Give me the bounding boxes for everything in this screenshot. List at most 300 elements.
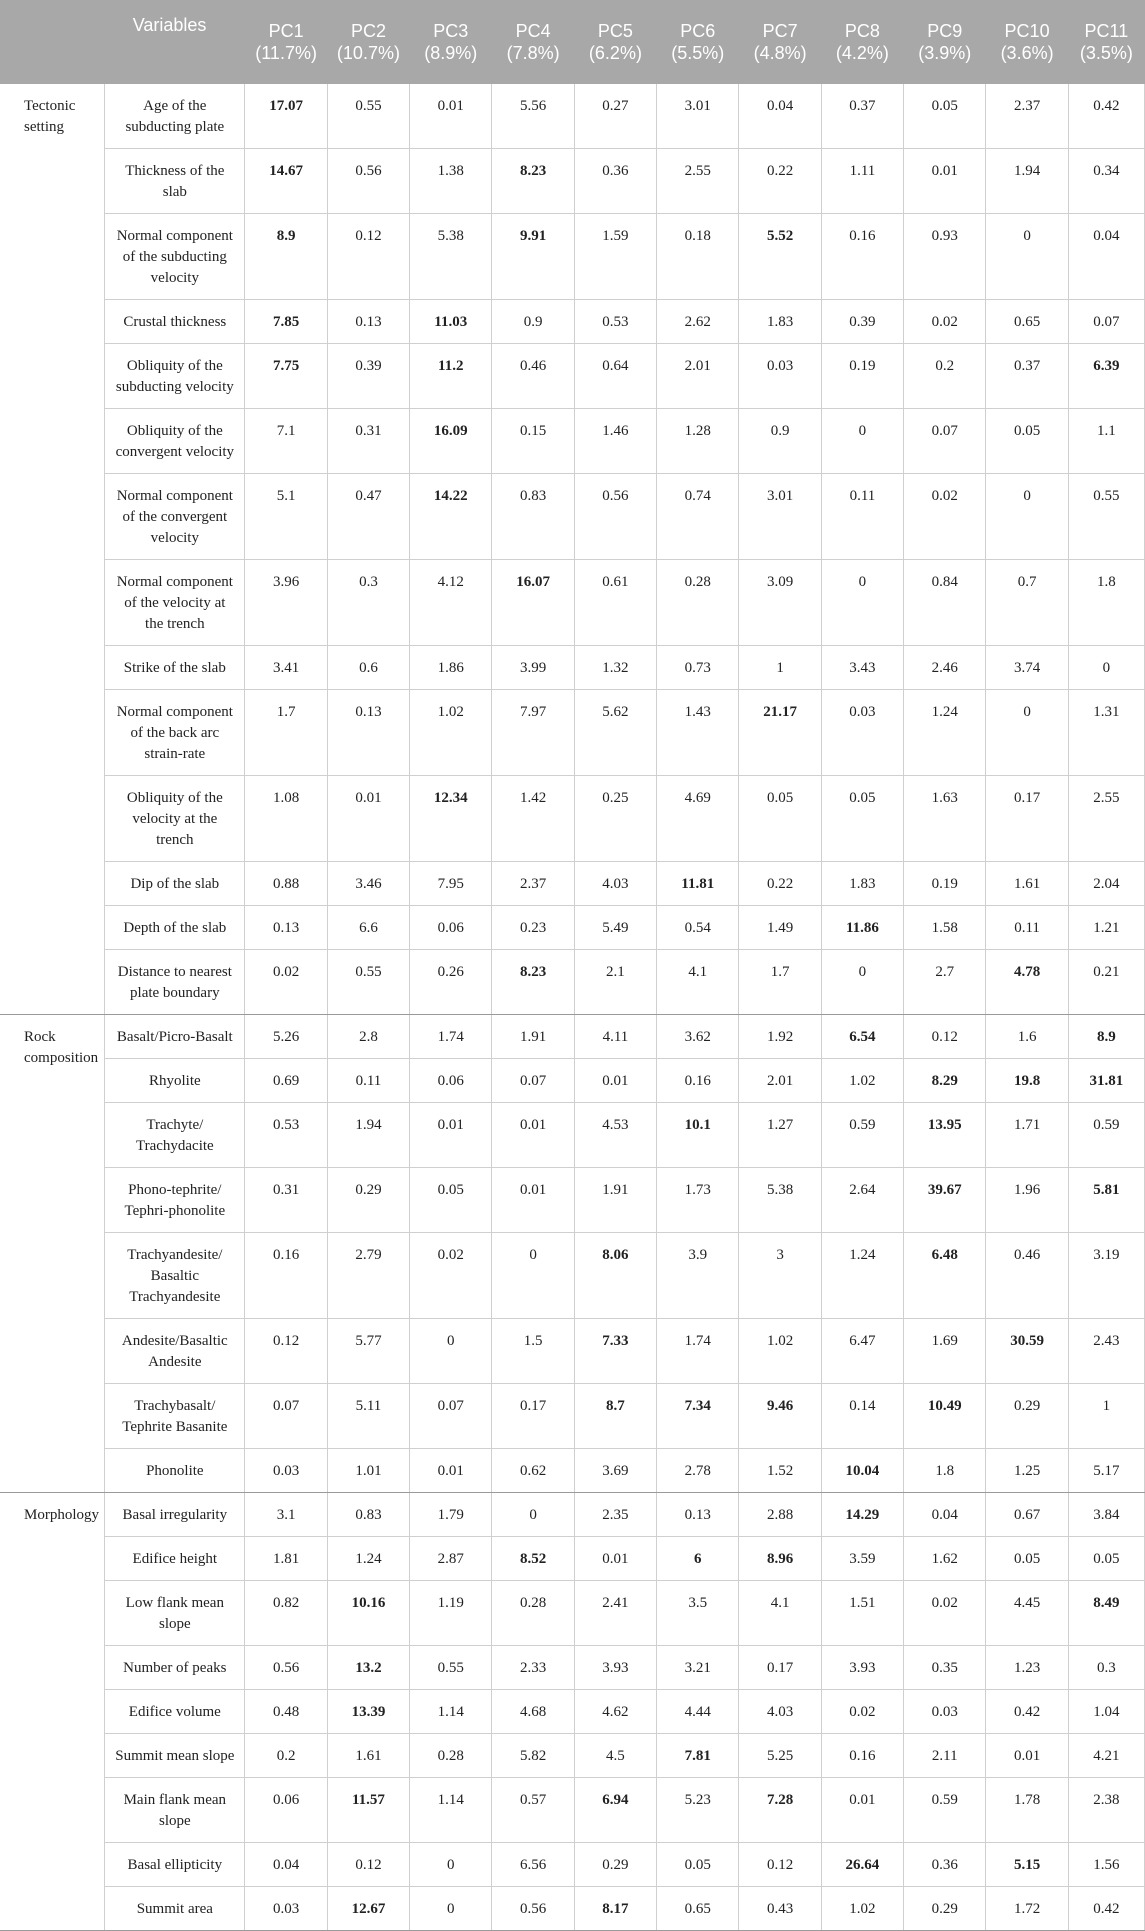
- header-pc-4: [492, 0, 574, 84]
- value-cell-pc4: 2.33: [492, 1646, 574, 1690]
- value-cell-pc2: 0.11: [327, 1059, 409, 1103]
- value-cell-pc1: 3.41: [245, 646, 327, 690]
- value-cell-pc9: 1.69: [904, 1319, 986, 1384]
- value-cell-pc5: 3.93: [574, 1646, 656, 1690]
- value-cell-pc4: 0.01: [492, 1103, 574, 1168]
- value-cell-pc4: 0.01: [492, 1168, 574, 1233]
- value-cell-pc7: 0.04: [739, 84, 821, 149]
- value-cell-pc3: 0.05: [410, 1168, 492, 1233]
- value-cell-pc10: 0.37: [986, 344, 1068, 409]
- table-row: [0, 690, 1145, 776]
- value-cell-pc5: 0.56: [574, 474, 656, 560]
- value-cell-pc1: 0.04: [245, 1843, 327, 1887]
- value-cell-pc7: 1: [739, 646, 821, 690]
- table-header: [0, 0, 1145, 84]
- value-cell-pc10: 1.71: [986, 1103, 1068, 1168]
- value-cell-pc10: 0.7: [986, 560, 1068, 646]
- value-cell-pc1: 5.26: [245, 1015, 327, 1059]
- value-cell-pc8: 0.05: [821, 776, 903, 862]
- value-cell-pc5: 0.01: [574, 1059, 656, 1103]
- value-cell-pc2: 0.39: [327, 344, 409, 409]
- value-cell-pc7: 0.43: [739, 1887, 821, 1931]
- value-cell-pc9: 0.84: [904, 560, 986, 646]
- header-pc-name: PC4: [515, 21, 551, 41]
- header-group-blank: [0, 0, 105, 84]
- value-cell-pc1: 14.67: [245, 149, 327, 214]
- value-cell-pc6: 0.18: [657, 214, 739, 300]
- value-cell-pc5: 0.53: [574, 300, 656, 344]
- value-cell-pc6: 3.01: [657, 84, 739, 149]
- value-cell-pc8: 11.86: [821, 906, 903, 950]
- value-cell-pc3: 1.14: [410, 1778, 492, 1843]
- value-cell-pc2: 0.56: [327, 149, 409, 214]
- value-cell-pc11: 0: [1068, 646, 1144, 690]
- value-cell-pc4: 0: [492, 1493, 574, 1537]
- value-cell-pc7: 0.9: [739, 409, 821, 474]
- value-cell-pc5: 4.5: [574, 1734, 656, 1778]
- value-cell-pc1: 0.69: [245, 1059, 327, 1103]
- value-cell-pc11: 1.1: [1068, 409, 1144, 474]
- value-cell-pc5: 3.69: [574, 1449, 656, 1493]
- value-cell-pc4: 7.97: [492, 690, 574, 776]
- value-cell-pc10: 0.65: [986, 300, 1068, 344]
- value-cell-pc9: 2.46: [904, 646, 986, 690]
- value-cell-pc7: 2.01: [739, 1059, 821, 1103]
- value-cell-pc9: 39.67: [904, 1168, 986, 1233]
- value-cell-pc2: 0.31: [327, 409, 409, 474]
- header-pc-8: [821, 0, 903, 84]
- variable-name: Basal irregularity: [105, 1493, 245, 1537]
- value-cell-pc10: 1.61: [986, 862, 1068, 906]
- header-pc-11: [1068, 0, 1144, 84]
- table-row: [0, 1493, 1145, 1537]
- variable-name: Basal ellipticity: [105, 1843, 245, 1887]
- value-cell-pc7: 5.25: [739, 1734, 821, 1778]
- value-cell-pc8: 6.54: [821, 1015, 903, 1059]
- value-cell-pc3: 1.14: [410, 1690, 492, 1734]
- value-cell-pc11: 0.07: [1068, 300, 1144, 344]
- value-cell-pc2: 0.12: [327, 1843, 409, 1887]
- value-cell-pc3: 0: [410, 1319, 492, 1384]
- value-cell-pc1: 0.12: [245, 1319, 327, 1384]
- value-cell-pc6: 11.81: [657, 862, 739, 906]
- value-cell-pc9: 0.19: [904, 862, 986, 906]
- value-cell-pc7: 0.03: [739, 344, 821, 409]
- table-row: [0, 1646, 1145, 1690]
- value-cell-pc10: 4.78: [986, 950, 1068, 1015]
- value-cell-pc1: 1.81: [245, 1537, 327, 1581]
- value-cell-pc4: 1.5: [492, 1319, 574, 1384]
- value-cell-pc11: 1.21: [1068, 906, 1144, 950]
- value-cell-pc8: 0.37: [821, 84, 903, 149]
- value-cell-pc8: 0: [821, 409, 903, 474]
- value-cell-pc7: 9.46: [739, 1384, 821, 1449]
- value-cell-pc11: 2.04: [1068, 862, 1144, 906]
- value-cell-pc4: 0.23: [492, 906, 574, 950]
- value-cell-pc4: 0.9: [492, 300, 574, 344]
- value-cell-pc7: 1.02: [739, 1319, 821, 1384]
- value-cell-pc6: 0.28: [657, 560, 739, 646]
- value-cell-pc8: 3.43: [821, 646, 903, 690]
- value-cell-pc5: 4.03: [574, 862, 656, 906]
- value-cell-pc8: 0.39: [821, 300, 903, 344]
- value-cell-pc1: 0.31: [245, 1168, 327, 1233]
- value-cell-pc10: 4.45: [986, 1581, 1068, 1646]
- header-pc-variance: (6.2%): [588, 43, 642, 63]
- value-cell-pc7: 3.09: [739, 560, 821, 646]
- value-cell-pc9: 0.29: [904, 1887, 986, 1931]
- table-row: [0, 214, 1145, 300]
- value-cell-pc6: 0.05: [657, 1843, 739, 1887]
- value-cell-pc1: 3.1: [245, 1493, 327, 1537]
- value-cell-pc2: 0.01: [327, 776, 409, 862]
- value-cell-pc10: 0.17: [986, 776, 1068, 862]
- variable-name: Trachybasalt/ Tephrite Basanite: [105, 1384, 245, 1449]
- value-cell-pc7: 4.03: [739, 1690, 821, 1734]
- value-cell-pc6: 0.16: [657, 1059, 739, 1103]
- value-cell-pc4: 1.91: [492, 1015, 574, 1059]
- value-cell-pc3: 0.01: [410, 1103, 492, 1168]
- table-row: [0, 906, 1145, 950]
- table-row: [0, 1734, 1145, 1778]
- value-cell-pc1: 17.07: [245, 84, 327, 149]
- header-pc-name: PC1: [268, 21, 304, 41]
- table-row: [0, 1168, 1145, 1233]
- value-cell-pc10: 0: [986, 690, 1068, 776]
- value-cell-pc3: 0.07: [410, 1384, 492, 1449]
- value-cell-pc10: 1.78: [986, 1778, 1068, 1843]
- value-cell-pc7: 5.38: [739, 1168, 821, 1233]
- value-cell-pc7: 21.17: [739, 690, 821, 776]
- value-cell-pc9: 1.24: [904, 690, 986, 776]
- value-cell-pc7: 8.96: [739, 1537, 821, 1581]
- value-cell-pc4: 8.23: [492, 950, 574, 1015]
- table-row: [0, 1384, 1145, 1449]
- value-cell-pc2: 0.55: [327, 84, 409, 149]
- value-cell-pc10: 0.67: [986, 1493, 1068, 1537]
- value-cell-pc7: 7.28: [739, 1778, 821, 1843]
- value-cell-pc11: 1.56: [1068, 1843, 1144, 1887]
- value-cell-pc5: 4.53: [574, 1103, 656, 1168]
- value-cell-pc1: 3.96: [245, 560, 327, 646]
- value-cell-pc8: 10.04: [821, 1449, 903, 1493]
- value-cell-pc3: 0.01: [410, 84, 492, 149]
- value-cell-pc1: 0.07: [245, 1384, 327, 1449]
- value-cell-pc10: 0.05: [986, 1537, 1068, 1581]
- value-cell-pc5: 2.41: [574, 1581, 656, 1646]
- value-cell-pc6: 0.74: [657, 474, 739, 560]
- value-cell-pc6: 2.55: [657, 149, 739, 214]
- value-cell-pc5: 0.64: [574, 344, 656, 409]
- value-cell-pc6: 1.74: [657, 1319, 739, 1384]
- value-cell-pc11: 0.05: [1068, 1537, 1144, 1581]
- value-cell-pc8: 1.11: [821, 149, 903, 214]
- value-cell-pc3: 0.55: [410, 1646, 492, 1690]
- value-cell-pc2: 13.39: [327, 1690, 409, 1734]
- value-cell-pc11: 1.04: [1068, 1690, 1144, 1734]
- value-cell-pc5: 0.25: [574, 776, 656, 862]
- value-cell-pc1: 0.03: [245, 1887, 327, 1931]
- value-cell-pc8: 0.16: [821, 214, 903, 300]
- value-cell-pc6: 1.73: [657, 1168, 739, 1233]
- value-cell-pc6: 3.21: [657, 1646, 739, 1690]
- value-cell-pc4: 16.07: [492, 560, 574, 646]
- value-cell-pc9: 0.02: [904, 1581, 986, 1646]
- value-cell-pc1: 1.08: [245, 776, 327, 862]
- variable-name: Distance to nearest plate boundary: [105, 950, 245, 1015]
- value-cell-pc3: 2.87: [410, 1537, 492, 1581]
- value-cell-pc9: 0.05: [904, 84, 986, 149]
- value-cell-pc9: 0.59: [904, 1778, 986, 1843]
- header-pc-name: PC11: [1084, 21, 1129, 41]
- value-cell-pc3: 0.02: [410, 1233, 492, 1319]
- value-cell-pc10: 0: [986, 474, 1068, 560]
- value-cell-pc9: 0.36: [904, 1843, 986, 1887]
- value-cell-pc10: 1.6: [986, 1015, 1068, 1059]
- value-cell-pc11: 0.42: [1068, 1887, 1144, 1931]
- value-cell-pc2: 5.11: [327, 1384, 409, 1449]
- header-pc-variance: (8.9%): [424, 43, 478, 63]
- value-cell-pc4: 5.82: [492, 1734, 574, 1778]
- value-cell-pc2: 0.47: [327, 474, 409, 560]
- value-cell-pc8: 0.02: [821, 1690, 903, 1734]
- variable-name: Edifice height: [105, 1537, 245, 1581]
- header-pc-variance: (3.9%): [918, 43, 972, 63]
- value-cell-pc8: 3.93: [821, 1646, 903, 1690]
- value-cell-pc5: 5.49: [574, 906, 656, 950]
- value-cell-pc1: 7.1: [245, 409, 327, 474]
- value-cell-pc7: 4.1: [739, 1581, 821, 1646]
- header-pc-name: PC6: [680, 21, 716, 41]
- value-cell-pc8: 26.64: [821, 1843, 903, 1887]
- value-cell-pc9: 8.29: [904, 1059, 986, 1103]
- value-cell-pc2: 2.79: [327, 1233, 409, 1319]
- value-cell-pc11: 0.42: [1068, 84, 1144, 149]
- value-cell-pc4: 0.46: [492, 344, 574, 409]
- value-cell-pc6: 7.81: [657, 1734, 739, 1778]
- value-cell-pc2: 2.8: [327, 1015, 409, 1059]
- table-row: [0, 1319, 1145, 1384]
- value-cell-pc1: 7.85: [245, 300, 327, 344]
- value-cell-pc8: 6.47: [821, 1319, 903, 1384]
- value-cell-pc3: 1.86: [410, 646, 492, 690]
- value-cell-pc11: 2.55: [1068, 776, 1144, 862]
- table-row: [0, 1103, 1145, 1168]
- value-cell-pc10: 0.42: [986, 1690, 1068, 1734]
- value-cell-pc8: 14.29: [821, 1493, 903, 1537]
- value-cell-pc10: 1.72: [986, 1887, 1068, 1931]
- value-cell-pc2: 3.46: [327, 862, 409, 906]
- value-cell-pc11: 0.34: [1068, 149, 1144, 214]
- value-cell-pc11: 4.21: [1068, 1734, 1144, 1778]
- header-pc-6: [657, 0, 739, 84]
- value-cell-pc3: 1.38: [410, 149, 492, 214]
- value-cell-pc5: 0.29: [574, 1843, 656, 1887]
- value-cell-pc3: 0.06: [410, 906, 492, 950]
- variable-name: Normal component of the back arc strain-rate: [105, 690, 245, 776]
- value-cell-pc4: 1.42: [492, 776, 574, 862]
- value-cell-pc4: 8.52: [492, 1537, 574, 1581]
- value-cell-pc8: 0.59: [821, 1103, 903, 1168]
- variable-name: Age of the subducting plate: [105, 84, 245, 149]
- value-cell-pc2: 0.6: [327, 646, 409, 690]
- value-cell-pc9: 0.01: [904, 149, 986, 214]
- value-cell-pc1: 0.16: [245, 1233, 327, 1319]
- value-cell-pc6: 4.44: [657, 1690, 739, 1734]
- value-cell-pc6: 5.23: [657, 1778, 739, 1843]
- value-cell-pc7: 0.12: [739, 1843, 821, 1887]
- header-pc-3: [410, 0, 492, 84]
- value-cell-pc1: 7.75: [245, 344, 327, 409]
- value-cell-pc2: 6.6: [327, 906, 409, 950]
- value-cell-pc3: 0.26: [410, 950, 492, 1015]
- value-cell-pc11: 2.38: [1068, 1778, 1144, 1843]
- header-pc-name: PC7: [762, 21, 798, 41]
- variable-name: Crustal thickness: [105, 300, 245, 344]
- header-pc-1: [245, 0, 327, 84]
- value-cell-pc10: 19.8: [986, 1059, 1068, 1103]
- value-cell-pc10: 0.29: [986, 1384, 1068, 1449]
- value-cell-pc9: 0.03: [904, 1690, 986, 1734]
- variable-name: Strike of the slab: [105, 646, 245, 690]
- value-cell-pc8: 2.64: [821, 1168, 903, 1233]
- value-cell-pc11: 0.21: [1068, 950, 1144, 1015]
- value-cell-pc4: 8.23: [492, 149, 574, 214]
- variable-name: Thickness of the slab: [105, 149, 245, 214]
- header-pc-name: PC8: [844, 21, 880, 41]
- value-cell-pc2: 1.94: [327, 1103, 409, 1168]
- value-cell-pc7: 0.22: [739, 149, 821, 214]
- value-cell-pc7: 1.52: [739, 1449, 821, 1493]
- value-cell-pc4: 6.56: [492, 1843, 574, 1887]
- value-cell-pc8: 1.51: [821, 1581, 903, 1646]
- value-cell-pc10: 1.23: [986, 1646, 1068, 1690]
- variable-name: Number of peaks: [105, 1646, 245, 1690]
- header-pc-7: [739, 0, 821, 84]
- value-cell-pc7: 1.27: [739, 1103, 821, 1168]
- value-cell-pc11: 8.49: [1068, 1581, 1144, 1646]
- value-cell-pc5: 8.17: [574, 1887, 656, 1931]
- value-cell-pc4: 0.83: [492, 474, 574, 560]
- value-cell-pc8: 0: [821, 560, 903, 646]
- table-row: [0, 1778, 1145, 1843]
- value-cell-pc1: 0.88: [245, 862, 327, 906]
- table-row: [0, 1887, 1145, 1931]
- header-pc-variance: (4.2%): [835, 43, 889, 63]
- value-cell-pc4: 0.07: [492, 1059, 574, 1103]
- value-cell-pc5: 2.1: [574, 950, 656, 1015]
- variable-name: Edifice volume: [105, 1690, 245, 1734]
- value-cell-pc9: 10.49: [904, 1384, 986, 1449]
- value-cell-pc2: 1.01: [327, 1449, 409, 1493]
- value-cell-pc10: 2.37: [986, 84, 1068, 149]
- value-cell-pc4: 0.56: [492, 1887, 574, 1931]
- value-cell-pc7: 3.01: [739, 474, 821, 560]
- table-row: [0, 646, 1145, 690]
- value-cell-pc6: 7.34: [657, 1384, 739, 1449]
- table-row: [0, 1059, 1145, 1103]
- value-cell-pc11: 31.81: [1068, 1059, 1144, 1103]
- value-cell-pc4: 0.28: [492, 1581, 574, 1646]
- variable-name: Summit area: [105, 1887, 245, 1931]
- header-pc-name: PC2: [350, 21, 386, 41]
- value-cell-pc4: 0: [492, 1233, 574, 1319]
- value-cell-pc9: 0.02: [904, 300, 986, 344]
- value-cell-pc1: 5.1: [245, 474, 327, 560]
- value-cell-pc10: 5.15: [986, 1843, 1068, 1887]
- table-row: [0, 1449, 1145, 1493]
- value-cell-pc3: 11.03: [410, 300, 492, 344]
- value-cell-pc3: 1.02: [410, 690, 492, 776]
- value-cell-pc1: 0.53: [245, 1103, 327, 1168]
- value-cell-pc2: 1.24: [327, 1537, 409, 1581]
- value-cell-pc6: 0.54: [657, 906, 739, 950]
- variable-name: Summit mean slope: [105, 1734, 245, 1778]
- variable-name: Rhyolite: [105, 1059, 245, 1103]
- value-cell-pc11: 1.31: [1068, 690, 1144, 776]
- value-cell-pc3: 0.01: [410, 1449, 492, 1493]
- value-cell-pc10: 0.11: [986, 906, 1068, 950]
- value-cell-pc5: 1.91: [574, 1168, 656, 1233]
- value-cell-pc2: 5.77: [327, 1319, 409, 1384]
- value-cell-pc3: 0: [410, 1843, 492, 1887]
- variable-name: Dip of the slab: [105, 862, 245, 906]
- value-cell-pc6: 1.28: [657, 409, 739, 474]
- value-cell-pc6: 3.5: [657, 1581, 739, 1646]
- value-cell-pc10: 0.46: [986, 1233, 1068, 1319]
- value-cell-pc9: 2.7: [904, 950, 986, 1015]
- value-cell-pc7: 1.92: [739, 1015, 821, 1059]
- value-cell-pc11: 0.3: [1068, 1646, 1144, 1690]
- value-cell-pc1: 0.2: [245, 1734, 327, 1778]
- header-pc-variance: (3.5%): [1079, 43, 1133, 63]
- value-cell-pc8: 0.03: [821, 690, 903, 776]
- value-cell-pc6: 0.13: [657, 1493, 739, 1537]
- value-cell-pc8: 1.83: [821, 862, 903, 906]
- value-cell-pc5: 0.27: [574, 84, 656, 149]
- value-cell-pc1: 8.9: [245, 214, 327, 300]
- value-cell-pc9: 0.2: [904, 344, 986, 409]
- value-cell-pc1: 0.02: [245, 950, 327, 1015]
- table-row: [0, 1233, 1145, 1319]
- variable-name: Trachyte/ Trachydacite: [105, 1103, 245, 1168]
- value-cell-pc4: 3.99: [492, 646, 574, 690]
- value-cell-pc2: 0.3: [327, 560, 409, 646]
- value-cell-pc3: 1.74: [410, 1015, 492, 1059]
- value-cell-pc9: 0.07: [904, 409, 986, 474]
- header-pc-name: PC10: [1004, 21, 1050, 41]
- value-cell-pc6: 4.1: [657, 950, 739, 1015]
- header-pc-variance: (10.7%): [336, 43, 400, 63]
- value-cell-pc3: 1.19: [410, 1581, 492, 1646]
- header-pc-name: PC5: [597, 21, 633, 41]
- value-cell-pc6: 0.65: [657, 1887, 739, 1931]
- header-pc-2: [327, 0, 409, 84]
- variable-name: Trachyandesite/ Basaltic Trachyandesite: [105, 1233, 245, 1319]
- value-cell-pc9: 6.48: [904, 1233, 986, 1319]
- table-row: [0, 344, 1145, 409]
- table-body: [0, 84, 1145, 1931]
- variable-name: Normal component of the convergent velocity: [105, 474, 245, 560]
- value-cell-pc3: 11.2: [410, 344, 492, 409]
- value-cell-pc2: 12.67: [327, 1887, 409, 1931]
- value-cell-pc5: 5.62: [574, 690, 656, 776]
- value-cell-pc6: 2.78: [657, 1449, 739, 1493]
- variable-name: Normal component of the subducting velocity: [105, 214, 245, 300]
- value-cell-pc5: 4.62: [574, 1690, 656, 1734]
- value-cell-pc7: 1.49: [739, 906, 821, 950]
- value-cell-pc9: 1.63: [904, 776, 986, 862]
